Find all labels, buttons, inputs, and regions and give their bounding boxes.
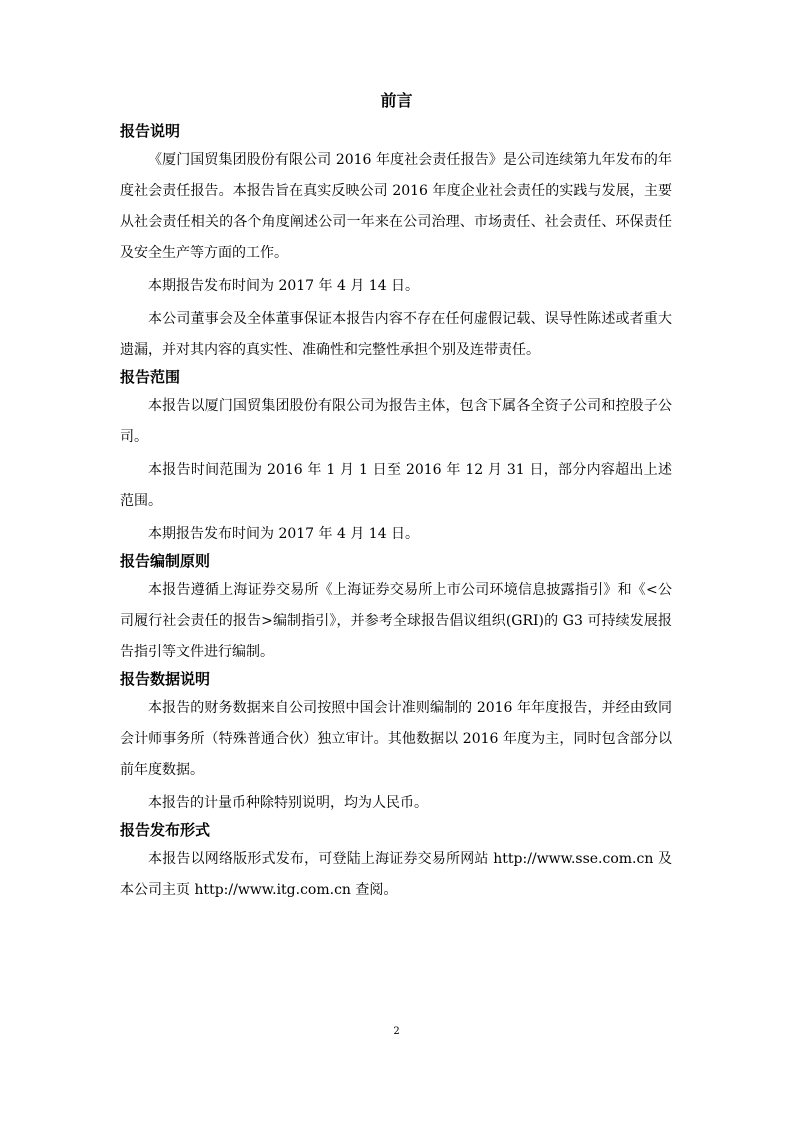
document-body bbox=[120, 120, 672, 906]
paragraph: 本报告遵循上海证券交易所《上海证券交易所上市公司环境信息披露指引》和《<公司履行社会责任的报告>编制指引》，并参考全球报告倡议组织(GRI)的 G3 可持续发展报告指引等文件进行编制。 bbox=[120, 582, 672, 660]
paragraph: 《厦门国贸集团股份有限公司 2016 年度社会责任报告》是公司连续第九年发布的年度社会责任报告。本报告旨在真实反映公司 2016 年度企业社会责任的实践与发展，主要从社会责任相关的各个角度阐述公司一年来在公司治理、市场责任、社会责任、环保责任及安全生产等方面的工作。 bbox=[120, 152, 672, 261]
section-publication-form bbox=[120, 819, 672, 906]
section-heading: 报告数据说明 bbox=[120, 670, 211, 688]
paragraph: 本报告的财务数据来自公司按照中国会计准则编制的 2016 年年度报告，并经由致同会计师事务所（特殊普通合伙）独立审计。其他数据以 2016 年度为主，同时包含部分以前年度数据。 bbox=[120, 700, 672, 778]
paragraph: 本期报告发布时间为 2017 年 4 月 14 日。 bbox=[148, 278, 420, 294]
section-heading: 报告说明 bbox=[120, 122, 181, 140]
section-heading: 报告范围 bbox=[120, 368, 181, 386]
section-report-description bbox=[120, 120, 672, 366]
paragraph: 本期报告发布时间为 2017 年 4 月 14 日。 bbox=[148, 526, 420, 542]
section-data-description bbox=[120, 668, 672, 819]
paragraph: 本报告的计量币种除特别说明，均为人民币。 bbox=[148, 795, 428, 811]
section-report-scope bbox=[120, 366, 672, 550]
paragraph: 本报告以网络版形式发布，可登陆上海证券交易所网站 http://www.sse.com.cn 及本公司主页 http://www.itg.com.cn 查阅。 bbox=[120, 851, 672, 898]
page-title: 前言 bbox=[380, 91, 413, 110]
section-heading: 报告发布形式 bbox=[120, 821, 211, 839]
page-number: 2 bbox=[393, 1026, 400, 1037]
section-compilation-principles bbox=[120, 550, 672, 668]
paragraph: 本报告以厦门国贸集团股份有限公司为报告主体，包含下属各全资子公司和控股子公司。 bbox=[120, 398, 672, 445]
paragraph: 本公司董事会及全体董事保证本报告内容不存在任何虚假记载、误导性陈述或者重大遗漏，并对其内容的真实性、准确性和完整性承担个别及连带责任。 bbox=[120, 311, 672, 358]
section-heading: 报告编制原则 bbox=[120, 552, 211, 570]
paragraph: 本报告时间范围为 2016 年 1 月 1 日至 2016 年 12 月 31 日，部分内容超出上述范围。 bbox=[120, 462, 672, 509]
